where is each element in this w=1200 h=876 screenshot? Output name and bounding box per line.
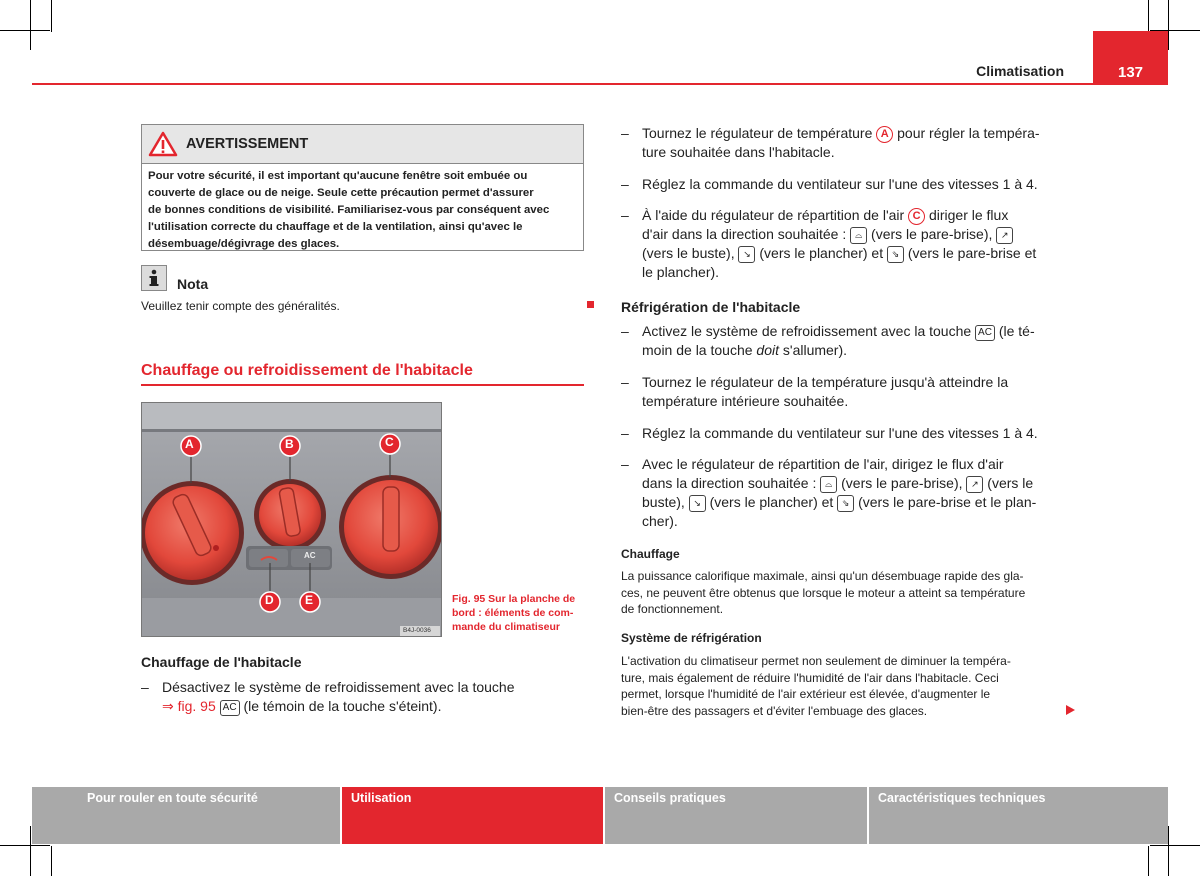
text-line bbox=[642, 493, 1071, 512]
text-span: (vers le plancher) et bbox=[709, 494, 834, 510]
dash: – bbox=[621, 456, 629, 472]
text-line: permet, lorsque l'humidité de l'air extérieur est élevée, d'augmenter le bbox=[621, 687, 991, 701]
page-number: 137 bbox=[1093, 31, 1168, 85]
heading-chauffage-habitacle: Chauffage de l'habitacle bbox=[141, 654, 302, 670]
text-line: Avec le régulateur de répartition de l'air, dirigez le flux d'air bbox=[642, 456, 1004, 472]
text-span: (le té- bbox=[998, 323, 1035, 339]
tab-label: Conseils pratiques bbox=[614, 791, 726, 805]
text-span: doit bbox=[756, 342, 779, 358]
crop-mark bbox=[30, 0, 31, 50]
text-line: cher). bbox=[642, 513, 678, 529]
figure-code: B4J-0036 bbox=[403, 627, 431, 634]
windscreen-icon: ⌓ bbox=[850, 227, 867, 244]
end-marker-icon bbox=[587, 301, 594, 308]
list-item bbox=[141, 678, 591, 716]
dash: – bbox=[621, 207, 629, 223]
text-span: pour régler la tempéra- bbox=[897, 125, 1040, 141]
dash: – bbox=[621, 374, 629, 390]
crop-mark bbox=[1168, 0, 1169, 50]
text-span: diriger le flux bbox=[928, 207, 1009, 223]
text-span: d'air dans la direction souhaitée : bbox=[642, 226, 847, 242]
figure-dashboard-controls bbox=[141, 402, 442, 637]
text-span: (vers le pare-brise), bbox=[871, 226, 993, 242]
heading-systeme-refrigeration: Système de réfrigération bbox=[621, 631, 762, 645]
callout-label: C bbox=[385, 435, 394, 449]
text-span: dans la direction souhaitée : bbox=[642, 475, 817, 491]
text-line: bien-être des passagers et d'éviter l'embuage des glaces. bbox=[621, 703, 928, 718]
list-item bbox=[621, 424, 1071, 443]
dash: – bbox=[621, 176, 629, 192]
text-span: moin de la touche bbox=[642, 342, 753, 358]
nota-title: Nota bbox=[177, 276, 209, 292]
windscreen-floor-icon: ⇘ bbox=[887, 246, 904, 263]
heading-chauffage: Chauffage bbox=[621, 547, 680, 561]
text-line: température intérieure souhaitée. bbox=[642, 393, 849, 409]
section-title: Chauffage ou refroidissement de l'habitacle bbox=[141, 362, 473, 379]
warning-line: l'utilisation correcte du chauffage et de la ventilation, ainsi qu'avec le bbox=[148, 221, 523, 233]
list-item bbox=[621, 206, 1071, 282]
text-span: (vers le pare-brise et le plan- bbox=[858, 494, 1037, 510]
floor-airflow-icon: ↘ bbox=[738, 246, 755, 263]
text-line bbox=[162, 697, 591, 716]
callout-label: B bbox=[285, 437, 294, 451]
tab-label: Pour rouler en toute sécurité bbox=[87, 791, 258, 805]
warning-line: Pour votre sécurité, il est important qu'aucune fenêtre soit embuée ou bbox=[148, 170, 528, 182]
text-line bbox=[642, 206, 1071, 225]
ac-key-icon: AC bbox=[975, 325, 995, 341]
warning-title: AVERTISSEMENT bbox=[186, 136, 309, 152]
warning-line: désembuage/dégivrage des glaces. bbox=[148, 238, 340, 250]
list-item bbox=[621, 455, 1071, 531]
text-span: buste), bbox=[642, 494, 685, 510]
caption-line: bord : éléments de com- bbox=[452, 607, 574, 619]
text-line: La puissance calorifique maximale, ainsi qu'un désembuage rapide des gla- bbox=[621, 569, 1024, 583]
figure-caption bbox=[452, 592, 588, 634]
warning-line: couverte de glace ou de neige. Seule cette précaution permet d'assurer bbox=[148, 187, 534, 199]
ac-button-label: AC bbox=[304, 551, 316, 560]
list-item bbox=[621, 175, 1071, 194]
warning-box bbox=[141, 124, 584, 251]
text-line bbox=[642, 341, 1071, 360]
callout-label: E bbox=[305, 593, 314, 607]
caption-line: Fig. 95 Sur la planche de bbox=[452, 593, 576, 605]
crop-mark bbox=[51, 846, 52, 876]
callout-a-icon: A bbox=[876, 126, 893, 143]
text-line bbox=[642, 124, 1071, 143]
tab-utilisation[interactable] bbox=[342, 787, 603, 844]
text-line bbox=[642, 244, 1071, 263]
caption-line: mande du climatiseur bbox=[452, 621, 560, 633]
tab-conseils-pratiques[interactable] bbox=[605, 787, 867, 844]
dash: – bbox=[621, 323, 629, 339]
info-icon bbox=[141, 265, 167, 291]
chest-airflow-icon: ↗ bbox=[966, 476, 983, 493]
crop-mark bbox=[1148, 0, 1149, 32]
section-header: Climatisation bbox=[976, 63, 1064, 79]
crop-mark bbox=[0, 30, 50, 31]
text-line bbox=[642, 474, 1071, 493]
text-span: (vers le pare-brise et bbox=[907, 245, 1037, 261]
crop-mark bbox=[0, 845, 50, 846]
windscreen-floor-icon: ⇘ bbox=[837, 495, 854, 512]
continue-arrow-icon bbox=[1066, 705, 1075, 715]
windscreen-icon: ⌓ bbox=[820, 476, 837, 493]
text-line: Désactivez le système de refroidissement avec la touche bbox=[162, 679, 515, 695]
tab-caracteristiques[interactable] bbox=[869, 787, 1168, 844]
warning-header bbox=[142, 125, 583, 164]
text-line: Réglez la commande du ventilateur sur l'une des vitesses 1 à 4. bbox=[642, 425, 1038, 441]
text-span: À l'aide du régulateur de répartition de l'air bbox=[642, 207, 905, 223]
crop-mark bbox=[1168, 826, 1169, 876]
crop-mark bbox=[30, 826, 31, 876]
callout-label: A bbox=[185, 437, 194, 451]
crop-mark bbox=[1148, 846, 1149, 876]
dash: – bbox=[621, 125, 629, 141]
text-line: Tournez le régulateur de la température jusqu'à atteindre la bbox=[642, 374, 1009, 390]
dash: – bbox=[621, 425, 629, 441]
tab-label: Utilisation bbox=[351, 791, 412, 805]
text-span: s'allumer). bbox=[782, 342, 848, 358]
text-span: Activez le système de refroidissement avec la touche bbox=[642, 323, 972, 339]
text-line: ces, ne peuvent être obtenus que lorsque le moteur a atteint sa température bbox=[621, 585, 1026, 600]
text-line: L'activation du climatiseur permet non seulement de diminuer la tempéra- bbox=[621, 654, 1011, 668]
text-span: (le témoin de la touche s'éteint). bbox=[243, 698, 442, 714]
figure-link[interactable]: ⇒ fig. 95 bbox=[162, 698, 216, 714]
text-line: ture, mais également de réduire l'humidité de l'air dans l'habitacle. Ceci bbox=[621, 670, 999, 685]
heading-refrigeration-habitacle: Réfrigération de l'habitacle bbox=[621, 299, 801, 315]
text-span: (vers le bbox=[987, 475, 1034, 491]
list-item bbox=[621, 322, 1071, 360]
text-line: le plancher). bbox=[642, 264, 720, 280]
dash: – bbox=[141, 679, 149, 695]
text-line: Réglez la commande du ventilateur sur l'une des vitesses 1 à 4. bbox=[642, 176, 1038, 192]
text-span: (vers le pare-brise), bbox=[841, 475, 963, 491]
chest-airflow-icon: ↗ bbox=[996, 227, 1013, 244]
tab-pour-rouler[interactable] bbox=[32, 787, 340, 844]
text-span: Tournez le régulateur de température bbox=[642, 125, 873, 141]
floor-airflow-icon: ↘ bbox=[689, 495, 706, 512]
nota-text: Veuillez tenir compte des généralités. bbox=[141, 299, 340, 313]
header-rule bbox=[32, 83, 1168, 85]
warning-text bbox=[142, 164, 583, 257]
section-rule bbox=[141, 384, 584, 386]
crop-mark bbox=[1150, 845, 1200, 846]
list-item bbox=[621, 124, 1071, 162]
tab-label: Caractéristiques techniques bbox=[878, 791, 1046, 805]
paragraph-chauffage bbox=[621, 568, 1071, 618]
text-line: ture souhaitée dans l'habitacle. bbox=[642, 144, 835, 160]
list-item bbox=[621, 373, 1071, 411]
paragraph-refrigeration bbox=[621, 653, 1071, 719]
text-line: de fonctionnement. bbox=[621, 602, 724, 616]
crop-mark bbox=[51, 0, 52, 32]
ac-key-icon: AC bbox=[220, 700, 240, 716]
text-span: (vers le plancher) et bbox=[759, 245, 884, 261]
text-line bbox=[642, 322, 1071, 341]
text-span: (vers le buste), bbox=[642, 245, 735, 261]
text-line bbox=[642, 225, 1071, 244]
callout-label: D bbox=[265, 593, 274, 607]
callout-c-icon: C bbox=[908, 208, 925, 225]
warning-triangle-icon bbox=[148, 131, 178, 157]
warning-line: de bonnes conditions de visibilité. Familiarisez-vous par conséquent avec bbox=[148, 204, 550, 216]
